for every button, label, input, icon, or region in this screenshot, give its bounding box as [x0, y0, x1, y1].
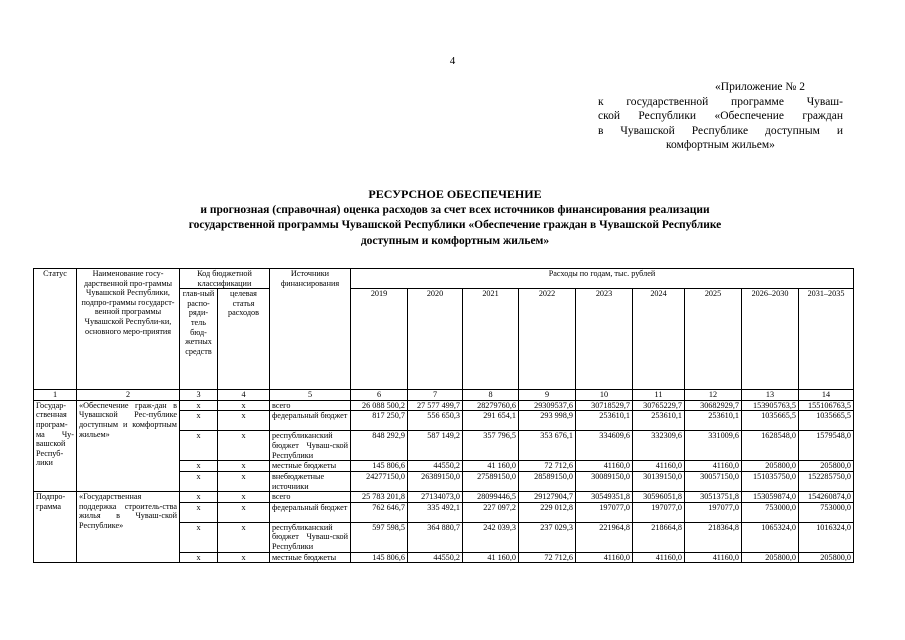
section-name: «Государственная поддержка строитель-ства жилья в Чуваш-ской Республике»	[77, 492, 180, 563]
cell-value: 1628548,0	[742, 431, 799, 461]
column-number: 4	[218, 390, 270, 401]
cell-value: 41 160,0	[463, 552, 519, 563]
cell-source: местные бюджеты	[270, 461, 351, 472]
header-status: Статус	[34, 269, 77, 390]
appendix-line-2: к государственной программе Чуваш-	[598, 95, 843, 108]
cell-value: 41160,0	[685, 461, 742, 472]
cell-value: 357 796,5	[463, 431, 519, 461]
cell-value: 26 088 500,2	[351, 400, 408, 411]
cell-value: 41160,0	[576, 552, 633, 563]
cell-value: 229 012,8	[519, 502, 576, 522]
cell-value: 242 039,3	[463, 522, 519, 552]
cell-source: республиканский бюджет Чуваш-ской Республики	[270, 522, 351, 552]
cell-value: 154260874,0	[799, 492, 854, 503]
header-year: 2024	[633, 289, 685, 390]
header-expenses: Расходы по годам, тыс. рублей	[351, 269, 854, 289]
cell-value: 41160,0	[685, 552, 742, 563]
cell-value: 332309,6	[633, 431, 685, 461]
section-status: Государ-ственная програм-ма Чу-вашской Респуб-лики	[34, 400, 77, 491]
cell-value: 753000,0	[799, 502, 854, 522]
cell-source: всего	[270, 492, 351, 503]
column-number: 2	[77, 390, 180, 401]
cell-target: x	[218, 522, 270, 552]
section-name: «Обеспечение граж-дан в Чувашской Рес-публике доступным и комфортным жильем»	[77, 400, 180, 491]
cell-value: 145 806,6	[351, 461, 408, 472]
cell-value: 155106763,5	[799, 400, 854, 411]
cell-value: 291 654,1	[463, 411, 519, 431]
cell-value: 30513751,8	[685, 492, 742, 503]
cell-glavny: x	[180, 461, 218, 472]
appendix-line-3: ской Республики «Обеспечение граждан	[598, 110, 843, 123]
document-title	[60, 187, 850, 249]
cell-value: 72 712,6	[519, 552, 576, 563]
header-year: 2019	[351, 289, 408, 390]
column-number: 5	[270, 390, 351, 401]
column-number: 1	[34, 390, 77, 401]
cell-glavny: x	[180, 492, 218, 503]
column-number: 11	[633, 390, 685, 401]
column-number: 13	[742, 390, 799, 401]
cell-value: 25 783 201,8	[351, 492, 408, 503]
cell-value: 30718529,7	[576, 400, 633, 411]
column-number: 6	[351, 390, 408, 401]
cell-target: x	[218, 431, 270, 461]
cell-value: 331009,6	[685, 431, 742, 461]
cell-value: 41160,0	[576, 461, 633, 472]
header-year: 2026–2030	[742, 289, 799, 390]
appendix-line-4: в Чувашской Республике доступным и	[598, 124, 843, 137]
cell-source: республиканский бюджет Чуваш-ской Республики	[270, 431, 351, 461]
column-number: 7	[408, 390, 463, 401]
cell-glavny: x	[180, 400, 218, 411]
cell-glavny: x	[180, 471, 218, 491]
cell-value: 30089150,0	[576, 471, 633, 491]
cell-glavny: x	[180, 411, 218, 431]
cell-value: 41 160,0	[463, 461, 519, 472]
cell-value: 762 646,7	[351, 502, 408, 522]
header-year: 2031–2035	[799, 289, 854, 390]
cell-value: 1016324,0	[799, 522, 854, 552]
column-number-row	[34, 390, 854, 401]
appendix-line-5: комфортным жильем»	[666, 139, 775, 152]
cell-target: x	[218, 492, 270, 503]
appendix-block	[598, 80, 843, 153]
cell-value: 27134073,0	[408, 492, 463, 503]
table-row	[34, 492, 854, 503]
cell-target: x	[218, 400, 270, 411]
section-status: Подпро-грамма	[34, 492, 77, 563]
title-line-1: РЕСУРСНОЕ ОБЕСПЕЧЕНИЕ	[368, 187, 542, 201]
cell-value: 30596051,8	[633, 492, 685, 503]
cell-value: 218664,8	[633, 522, 685, 552]
cell-value: 218364,8	[685, 522, 742, 552]
title-line-4: доступным и комфортным жильем»	[360, 234, 550, 247]
cell-value: 197077,0	[685, 502, 742, 522]
cell-value: 1579548,0	[799, 431, 854, 461]
cell-source: федеральный бюджет	[270, 411, 351, 431]
cell-value: 205800,0	[799, 552, 854, 563]
cell-target: x	[218, 471, 270, 491]
cell-value: 334609,6	[576, 431, 633, 461]
cell-value: 1035665,5	[742, 411, 799, 431]
cell-value: 253610,1	[685, 411, 742, 431]
cell-value: 293 998,9	[519, 411, 576, 431]
cell-value: 27589150,0	[463, 471, 519, 491]
cell-value: 41160,0	[633, 461, 685, 472]
cell-value: 556 650,3	[408, 411, 463, 431]
resource-table	[33, 268, 854, 563]
cell-value: 335 492,1	[408, 502, 463, 522]
cell-value: 205800,0	[799, 461, 854, 472]
cell-source: всего	[270, 400, 351, 411]
column-number: 12	[685, 390, 742, 401]
column-number: 3	[180, 390, 218, 401]
cell-value: 353 676,1	[519, 431, 576, 461]
cell-value: 1065324,0	[742, 522, 799, 552]
cell-value: 27 577 499,7	[408, 400, 463, 411]
cell-value: 205800,0	[742, 552, 799, 563]
cell-value: 44550,2	[408, 461, 463, 472]
page-number: 4	[449, 55, 456, 67]
header-budget-code: Код бюджетной классификации	[180, 269, 270, 289]
cell-value: 237 029,3	[519, 522, 576, 552]
header-glavny: глав-ный распо-ряди-тель бюд-жетных средств	[180, 289, 218, 390]
cell-value: 597 598,5	[351, 522, 408, 552]
cell-value: 152285750,0	[799, 471, 854, 491]
cell-source: федеральный бюджет	[270, 502, 351, 522]
cell-value: 221964,8	[576, 522, 633, 552]
cell-value: 30139150,0	[633, 471, 685, 491]
cell-glavny: x	[180, 552, 218, 563]
cell-value: 848 292,9	[351, 431, 408, 461]
header-sources: Источники финансирования	[270, 269, 351, 390]
cell-target: x	[218, 552, 270, 563]
cell-value: 197077,0	[576, 502, 633, 522]
cell-target: x	[218, 411, 270, 431]
cell-value: 30549351,8	[576, 492, 633, 503]
cell-value: 587 149,2	[408, 431, 463, 461]
header-year: 2025	[685, 289, 742, 390]
column-number: 8	[463, 390, 519, 401]
cell-value: 41160,0	[633, 552, 685, 563]
cell-value: 153905763,5	[742, 400, 799, 411]
cell-value: 253610,1	[576, 411, 633, 431]
table-row	[34, 400, 854, 411]
cell-value: 30682929,7	[685, 400, 742, 411]
cell-source: местные бюджеты	[270, 552, 351, 563]
title-line-3: государственной программы Чувашской Республики «Обеспечение граждан в Чувашской Республике	[188, 219, 722, 231]
column-number: 10	[576, 390, 633, 401]
column-number: 14	[799, 390, 854, 401]
cell-value: 24277150,0	[351, 471, 408, 491]
cell-value: 151035750,0	[742, 471, 799, 491]
header-target: целевая статья расходов	[218, 289, 270, 390]
cell-source: внебюджетные источники	[270, 471, 351, 491]
cell-value: 29309537,6	[519, 400, 576, 411]
header-year: 2022	[519, 289, 576, 390]
cell-value: 205800,0	[742, 461, 799, 472]
header-year: 2023	[576, 289, 633, 390]
cell-value: 72 712,6	[519, 461, 576, 472]
column-number: 9	[519, 390, 576, 401]
cell-value: 26389150,0	[408, 471, 463, 491]
cell-value: 29127904,7	[519, 492, 576, 503]
cell-target: x	[218, 461, 270, 472]
cell-value: 227 097,2	[463, 502, 519, 522]
cell-value: 197077,0	[633, 502, 685, 522]
cell-value: 44550,2	[408, 552, 463, 563]
header-name: Наименование госу-дарственной про-граммы Чувашской Республики, подпро-граммы государст-венной программы Чувашской Республи-ки, основного меро-приятия	[77, 269, 180, 390]
cell-glavny: x	[180, 522, 218, 552]
cell-value: 253610,1	[633, 411, 685, 431]
appendix-line-1: «Приложение № 2	[715, 81, 805, 93]
cell-glavny: x	[180, 502, 218, 522]
cell-value: 753000,0	[742, 502, 799, 522]
cell-glavny: x	[180, 431, 218, 461]
cell-value: 145 806,6	[351, 552, 408, 563]
cell-value: 364 880,7	[408, 522, 463, 552]
cell-value: 153059874,0	[742, 492, 799, 503]
cell-value: 28099446,5	[463, 492, 519, 503]
cell-value: 28589150,0	[519, 471, 576, 491]
cell-value: 30765229,7	[633, 400, 685, 411]
cell-value: 1035665,5	[799, 411, 854, 431]
cell-target: x	[218, 502, 270, 522]
title-line-2: и прогнозная (справочная) оценка расходов за счет всех источников финансирования реализации	[200, 203, 710, 216]
header-year: 2020	[408, 289, 463, 390]
cell-value: 30057150,0	[685, 471, 742, 491]
cell-value: 817 250,7	[351, 411, 408, 431]
header-year: 2021	[463, 289, 519, 390]
cell-value: 28279760,6	[463, 400, 519, 411]
